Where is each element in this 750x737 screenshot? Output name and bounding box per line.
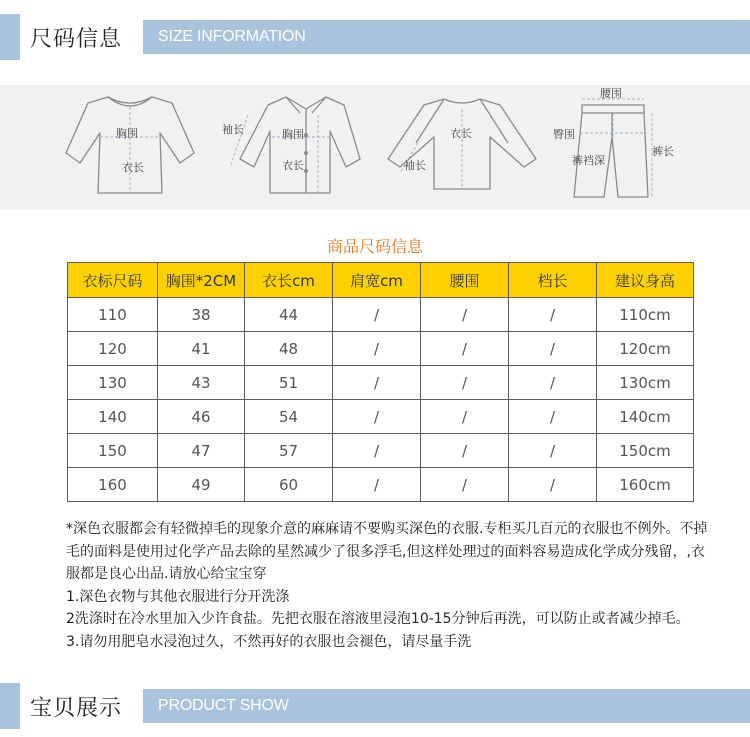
header-height: 建议身高 [597, 263, 694, 298]
cell-size: 130 [68, 366, 158, 400]
cell-waist: / [421, 434, 509, 468]
size-info-english-bar [143, 20, 750, 54]
label-pants-hip: 臀围 [553, 128, 575, 141]
cell-chest: 49 [158, 468, 245, 502]
label-sweater-length: 衣长 [122, 161, 144, 174]
product-show-english-bar [143, 689, 750, 723]
header-rise: 档长 [509, 263, 597, 298]
cell-rise: / [509, 366, 597, 400]
label-sweater-chest: 胸围 [116, 127, 138, 140]
product-show-title-cn: 宝贝展示 [30, 696, 123, 721]
label-raglan-length: 衣长 [450, 127, 472, 140]
note-salt-soak: 2洗涤时在冷水里加入少许食盐。先把衣服在溶液里浸泡10-15分钟后再洗，可以防止或者减少掉毛。 [66, 611, 690, 627]
size-info-title-en: SIZE INFORMATION [158, 28, 306, 45]
cell-size: 150 [68, 434, 158, 468]
cell-waist: / [421, 468, 509, 502]
garment-diagrams [0, 85, 750, 210]
table-row [68, 400, 694, 434]
cell-height: 140cm [597, 400, 694, 434]
cell-height: 130cm [597, 366, 694, 400]
cell-chest: 38 [158, 298, 245, 332]
shirt-icon [240, 97, 360, 193]
label-shirt-sleeve: 袖长 [222, 123, 244, 136]
cell-length: 51 [245, 366, 333, 400]
cell-length: 44 [245, 298, 333, 332]
cell-waist: / [421, 400, 509, 434]
cell-waist: / [421, 366, 509, 400]
pants-icon [574, 105, 648, 197]
header-accent-block [0, 14, 20, 60]
cell-shoulder: / [333, 400, 421, 434]
cell-size: 110 [68, 298, 158, 332]
size-table [67, 262, 694, 502]
cell-waist: / [421, 332, 509, 366]
cell-height: 120cm [597, 332, 694, 366]
cell-chest: 47 [158, 434, 245, 468]
cell-shoulder: / [333, 332, 421, 366]
label-pants-waist: 腰围 [600, 87, 622, 100]
cell-rise: / [509, 298, 597, 332]
cell-rise: / [509, 400, 597, 434]
table-row [68, 468, 694, 502]
cell-rise: / [509, 468, 597, 502]
label-shirt-chest: 胸围 [282, 128, 304, 141]
header-length: 衣长cm [245, 263, 333, 298]
cell-height: 110cm [597, 298, 694, 332]
size-table-header-row [68, 263, 694, 298]
cell-shoulder: / [333, 366, 421, 400]
cell-shoulder: / [333, 298, 421, 332]
table-row [68, 434, 694, 468]
label-shirt-length: 衣长 [282, 159, 304, 172]
cell-shoulder: / [333, 434, 421, 468]
cell-length: 48 [245, 332, 333, 366]
cell-height: 160cm [597, 468, 694, 502]
care-notes [66, 518, 716, 653]
size-info-header [0, 14, 750, 60]
table-row [68, 366, 694, 400]
garment-illustration-band [0, 85, 750, 210]
note-wash-separately: 1.深色衣物与其他衣服进行分开洗涤 [66, 588, 290, 605]
cell-chest: 41 [158, 332, 245, 366]
header-chest: 胸围*2CM [158, 263, 245, 298]
header-waist: 腰围 [421, 263, 509, 298]
cell-waist: / [421, 298, 509, 332]
note-hand-wash: 3.请勿用肥皂水浸泡过久，不然再好的衣服也会褪色，请尽量手洗 [66, 633, 472, 650]
size-table-title: 商品尺码信息 [326, 237, 423, 256]
cell-size: 120 [68, 332, 158, 366]
cell-length: 54 [245, 400, 333, 434]
cell-size: 160 [68, 468, 158, 502]
note-dark-clothing: *深色衣服都会有轻微掉毛的现象介意的麻麻请不要购买深色的衣服.专柜买几百元的衣服也不例外。不掉毛的面料是使用过化学产品去除的星然减少了很多浮毛,但这样处理过的面料容易造成化学成分残留，,衣服都是良心出品.请放心给宝宝穿 [66, 521, 708, 582]
cell-rise: / [509, 332, 597, 366]
label-pants-rise: 裤裆深 [572, 154, 605, 167]
cell-rise: / [509, 434, 597, 468]
cell-chest: 46 [158, 400, 245, 434]
product-show-title-en: PRODUCT SHOW [158, 697, 289, 714]
cell-length: 60 [245, 468, 333, 502]
cell-chest: 43 [158, 366, 245, 400]
header-accent-block [0, 683, 20, 729]
table-row [68, 332, 694, 366]
table-row [68, 298, 694, 332]
header-shoulder: 肩宽cm [333, 263, 421, 298]
header-label-size: 衣标尺码 [68, 263, 158, 298]
product-show-header [0, 683, 750, 729]
cell-height: 150cm [597, 434, 694, 468]
cell-size: 140 [68, 400, 158, 434]
cell-shoulder: / [333, 468, 421, 502]
label-pants-length: 裤长 [652, 145, 674, 158]
label-raglan-sleeve: 袖长 [404, 159, 426, 172]
cell-length: 57 [245, 434, 333, 468]
size-info-title-cn: 尺码信息 [30, 27, 123, 52]
